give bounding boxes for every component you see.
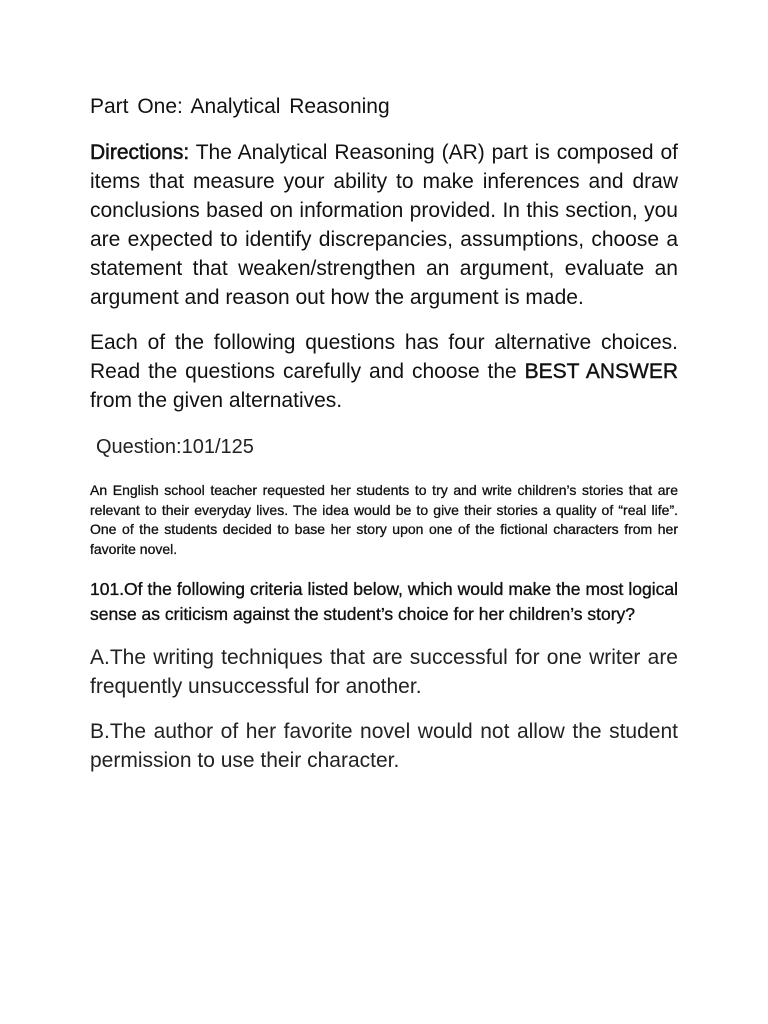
document-page — [90, 92, 678, 791]
question-counter: Question:101/125 — [96, 436, 254, 458]
section-title: Part One: Analytical Reasoning — [90, 95, 390, 118]
answer-option-b[interactable]: B.The author of her favorite novel would not allow the student permission to use their character. — [90, 720, 678, 772]
instructions-text-after: from the given alternatives. — [90, 389, 343, 412]
directions-paragraph — [90, 138, 678, 312]
question-stem: 101.Of the following criteria listed below, which would make the most logical sense as criticism against the student’s choice for her children’s story? — [90, 579, 678, 624]
question-passage: An English school teacher requested her students to try and write children’s stories that are relevant to their everyday lives. The idea would be to give their stories a quality of “real life”. One of the students decided to base her story upon one of the fictional characters from her favorite novel. — [90, 482, 678, 557]
best-answer-emphasis: BEST ANSWER — [524, 360, 678, 383]
directions-text: The Analytical Reasoning (AR) part is composed of items that measure your ability to make inferences and draw conclusions based on information provided. In this section, you are expected to identify discrepancies, assumptions, choose a statement that weaken/strengthen an argument, evaluate an argument and reason out how the argument is made. — [90, 141, 678, 309]
instructions-paragraph — [90, 328, 678, 415]
instructions-text-before: Each of the following questions has four alternative choices. Read the questions carefully and choose the — [90, 331, 678, 383]
directions-label: Directions: — [90, 141, 190, 164]
answer-option-a[interactable]: A.The writing techniques that are successful for one writer are frequently unsuccessful for another. — [90, 646, 678, 698]
